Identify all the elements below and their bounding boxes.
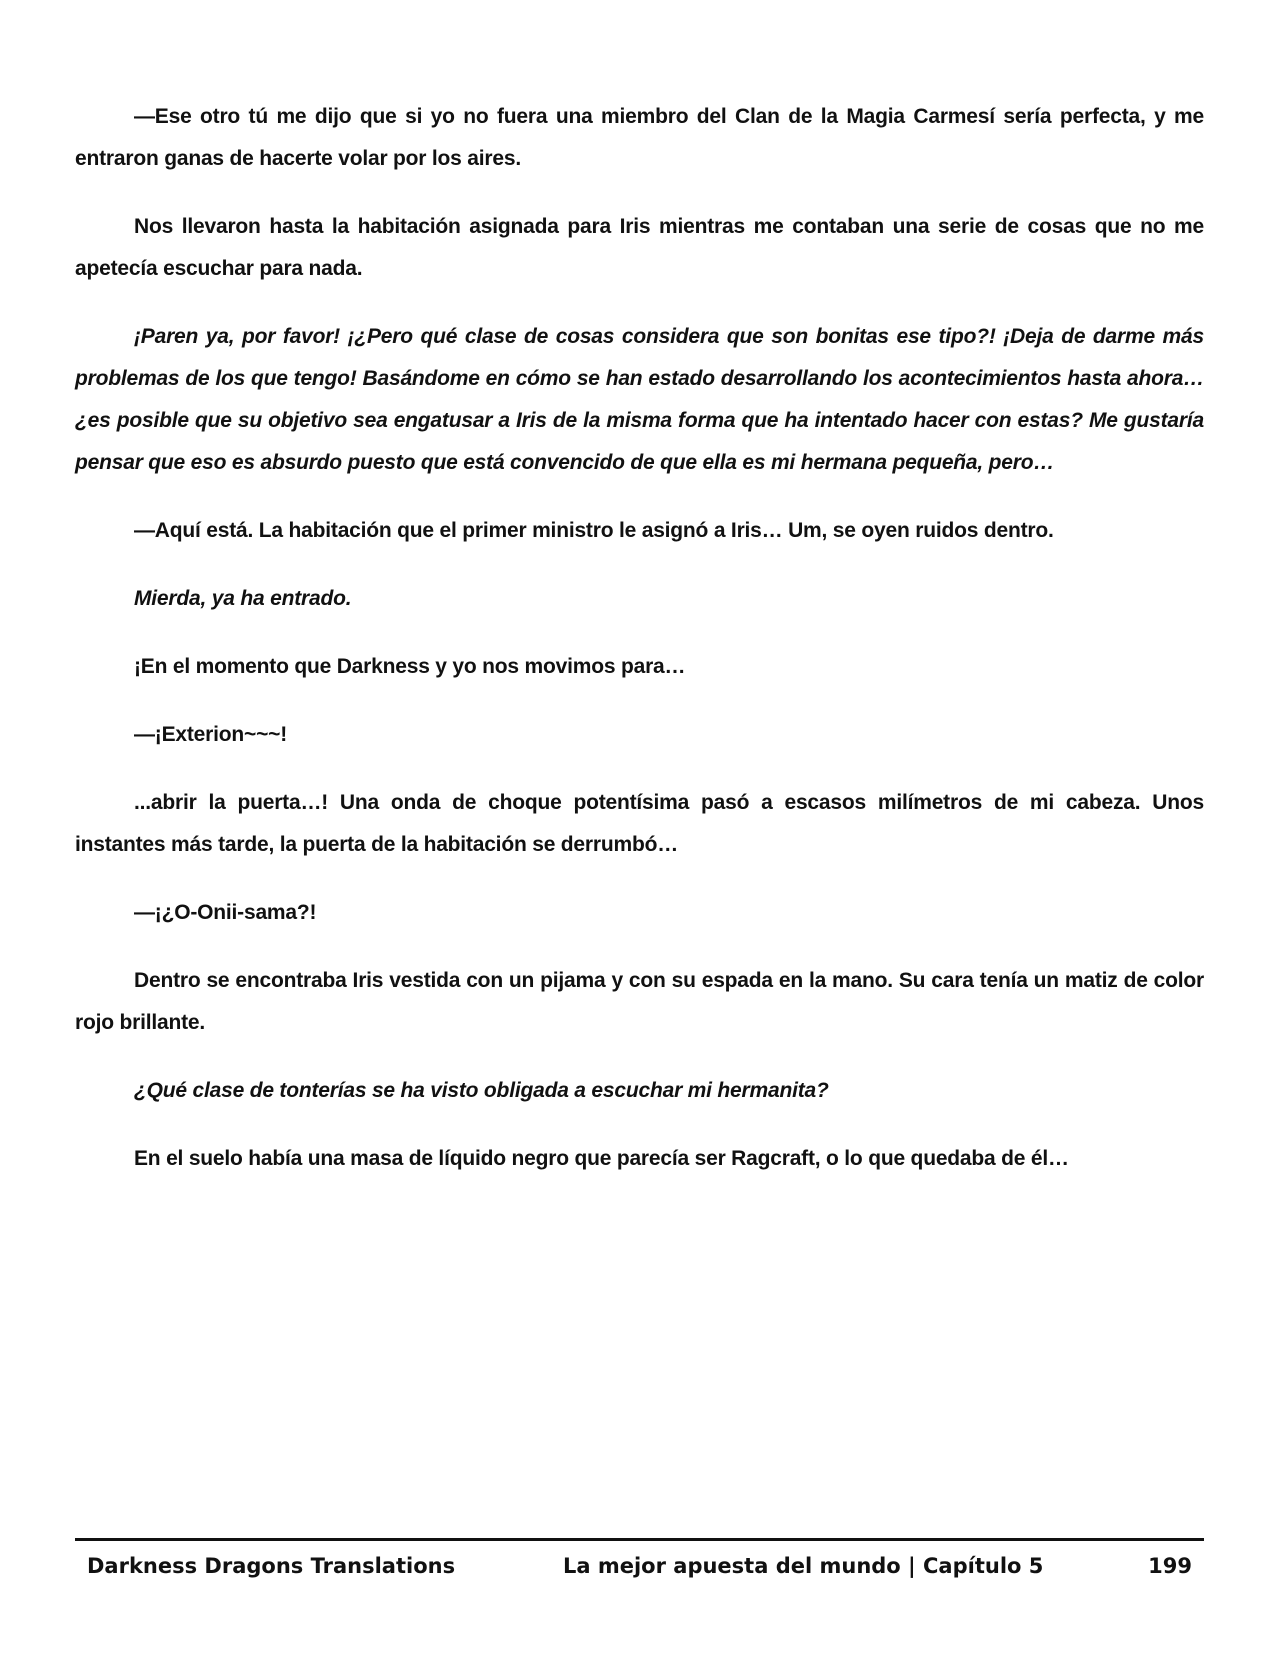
paragraph: ...abrir la puerta…! Una onda de choque potentísima pasó a escasos milímetros de mi cabeza. Unos instantes más tarde, la puerta de la habitación se derrumbó… <box>75 791 1204 856</box>
paragraph: —Aquí está. La habitación que el primer ministro le asignó a Iris… Um, se oyen ruidos dentro. <box>134 519 1054 542</box>
paragraph: Mierda, ya ha entrado. <box>134 587 352 610</box>
footer-group-name: Darkness Dragons Translations <box>87 1554 456 1578</box>
paragraph: ¡Paren ya, por favor! ¡¿Pero qué clase de cosas considera que son bonitas ese tipo?! ¡Deja de darme más problemas de los que tengo! Basándome en cómo se han estado desarrollando los acontecimientos hasta ahora… ¿es posible que su objetivo sea engatusar a Iris de la misma forma que ha intentado hacer con estas? Me gustaría pensar que eso es absurdo puesto que está convencido de que ella es mi hermana pequeña, pero… <box>75 325 1204 474</box>
paragraph: —¡¿O-Onii-sama?! <box>134 901 317 924</box>
footer-chapter-title: La mejor apuesta del mundo | Capítulo 5 <box>563 1554 1044 1578</box>
paragraph: Dentro se encontraba Iris vestida con un pijama y con su espada en la mano. Su cara tenía un matiz de color rojo brillante. <box>75 969 1204 1034</box>
footer-divider <box>75 1538 1204 1541</box>
page-number: 199 <box>1148 1554 1192 1578</box>
body-text <box>75 96 1204 1206</box>
page-footer <box>75 1549 1204 1583</box>
paragraph: En el suelo había una masa de líquido negro que parecía ser Ragcraft, o lo que quedaba de él… <box>134 1147 1069 1170</box>
paragraph: —Ese otro tú me dijo que si yo no fuera una miembro del Clan de la Magia Carmesí sería perfecta, y me entraron ganas de hacerte volar por los aires. <box>75 105 1204 170</box>
paragraph: ¿Qué clase de tonterías se ha visto obligada a escuchar mi hermanita? <box>134 1079 829 1102</box>
paragraph: Nos llevaron hasta la habitación asignada para Iris mientras me contaban una serie de cosas que no me apetecía escuchar para nada. <box>75 215 1204 280</box>
paragraph: —¡Exterion~~~! <box>134 723 287 746</box>
paragraph: ¡En el momento que Darkness y yo nos movimos para… <box>134 655 686 678</box>
